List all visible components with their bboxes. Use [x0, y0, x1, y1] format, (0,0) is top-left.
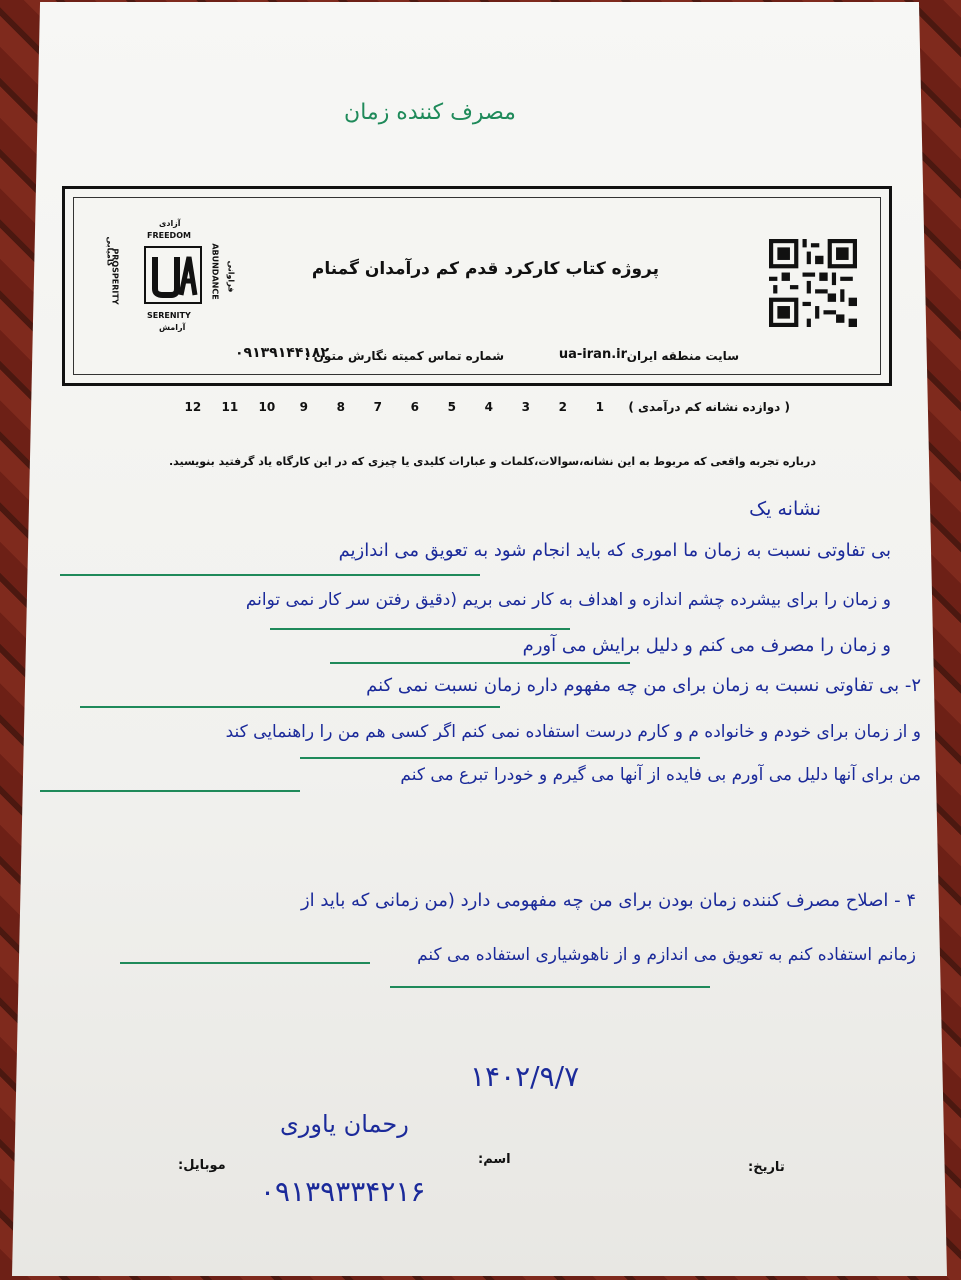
sign-number: 9 — [299, 400, 308, 414]
underline — [120, 962, 370, 964]
sign-number: 5 — [447, 400, 456, 414]
underline — [330, 662, 630, 664]
handwritten-line-4: ۲- بی تفاوتی نسبت به زمان برای من چه مفهوم داره زمان نسبت نمی کنم — [366, 675, 921, 696]
underline — [390, 986, 710, 988]
handwritten-line-5: و از زمان برای خودم و خانواده م و کارم درست استفاده نمی کنم اگر کسی هم من را راهنمایی کند — [225, 722, 921, 742]
sign-number: 1 — [595, 400, 604, 414]
handwritten-title: مصرف کننده زمان — [344, 100, 516, 125]
handwritten-line-2: و زمان را برای بیشرده چشم اندازه و اهداف به کار نمی بریم (دقیق رفتن سر کار نمی توانم — [245, 590, 891, 610]
underline — [40, 790, 300, 792]
sign-number: 8 — [336, 400, 345, 414]
logo-word-bottom-fa: آرامش — [159, 323, 186, 332]
sign-number: 12 — [184, 400, 202, 414]
phone-number: ۰۹۱۳۹۱۴۴۱۸۲ — [235, 345, 329, 361]
date-label: تاریخ: — [748, 1160, 785, 1175]
logo-word-left-en: PROSPERITY — [110, 248, 120, 305]
handwritten-mobile: ۰۹۱۳۹۳۳۴۲۱۶ — [260, 1175, 426, 1208]
instruction-text: درباره تجربه واقعی که مربوط به این نشانه،سوالات،کلمات و عبارات کلیدی یا چیزی که در این کارگاه یاد گرفتید بنویسید. — [168, 455, 816, 468]
handwritten-line-1: بی تفاوتی نسبت به زمان ما اموری که باید انجام شود به تعویق می اندازیم — [338, 540, 891, 561]
handwritten-line-8: زمانم استفاده کنم به تعویق می اندازم و از ناهوشیاری استفاده می کنم — [417, 945, 916, 965]
site-url: ua-iran.ir — [558, 347, 627, 362]
logo-word-top-fa: آزادی — [159, 219, 181, 228]
qr-code — [769, 239, 857, 327]
logo-word-top-en: FREEDOM — [147, 231, 191, 240]
handwritten-heading: نشانه یک — [749, 498, 821, 520]
underline — [300, 757, 700, 759]
handwritten-name: رحمان یاوری — [280, 1110, 409, 1138]
signs-label: ( دوازده نشانه کم درآمدی ) — [628, 400, 790, 414]
underline — [80, 706, 500, 708]
signs-number-row — [170, 400, 790, 414]
header-box — [62, 186, 892, 386]
logo-word-right-en: ABUNDANCE — [210, 243, 220, 300]
handwritten-line-7: ۴ - اصلاح مصرف کننده زمان بودن برای من چه مفهومی دارد (من زمانی که باید از — [300, 890, 916, 911]
logo-word-right-fa: فراوانی — [226, 260, 236, 293]
handwritten-line-3: و زمان را مصرف می کنم و دلیل برایش می آورم — [522, 635, 891, 656]
logo-word-bottom-en: SERENITY — [147, 311, 191, 320]
sign-number: 4 — [484, 400, 493, 414]
sign-number: 7 — [373, 400, 382, 414]
mobile-label: موبایل: — [178, 1158, 226, 1173]
sign-number: 2 — [558, 400, 567, 414]
logo-word-left-fa: کامیابی — [105, 236, 115, 267]
underline — [60, 574, 480, 576]
handwritten-date: ۱۴۰۲/۹/۷ — [470, 1060, 580, 1093]
sign-number: 6 — [410, 400, 419, 414]
name-label: اسم: — [478, 1152, 511, 1167]
sign-number: 10 — [258, 400, 276, 414]
project-title: پروژه کتاب کارکرد قدم کم درآمدان گمنام — [311, 259, 659, 279]
sign-number: 3 — [521, 400, 530, 414]
phone-label: شماره تماس کمیته نگارش متون : — [304, 349, 504, 363]
underline — [270, 628, 570, 630]
sign-number: 11 — [221, 400, 239, 414]
site-label: سایت منطقه ایران — [626, 349, 739, 363]
ua-logo — [107, 217, 237, 337]
handwritten-line-6: من برای آنها دلیل می آورم بی فایده از آنها می گیرم و خودرا تبرع می کنم — [400, 765, 921, 785]
